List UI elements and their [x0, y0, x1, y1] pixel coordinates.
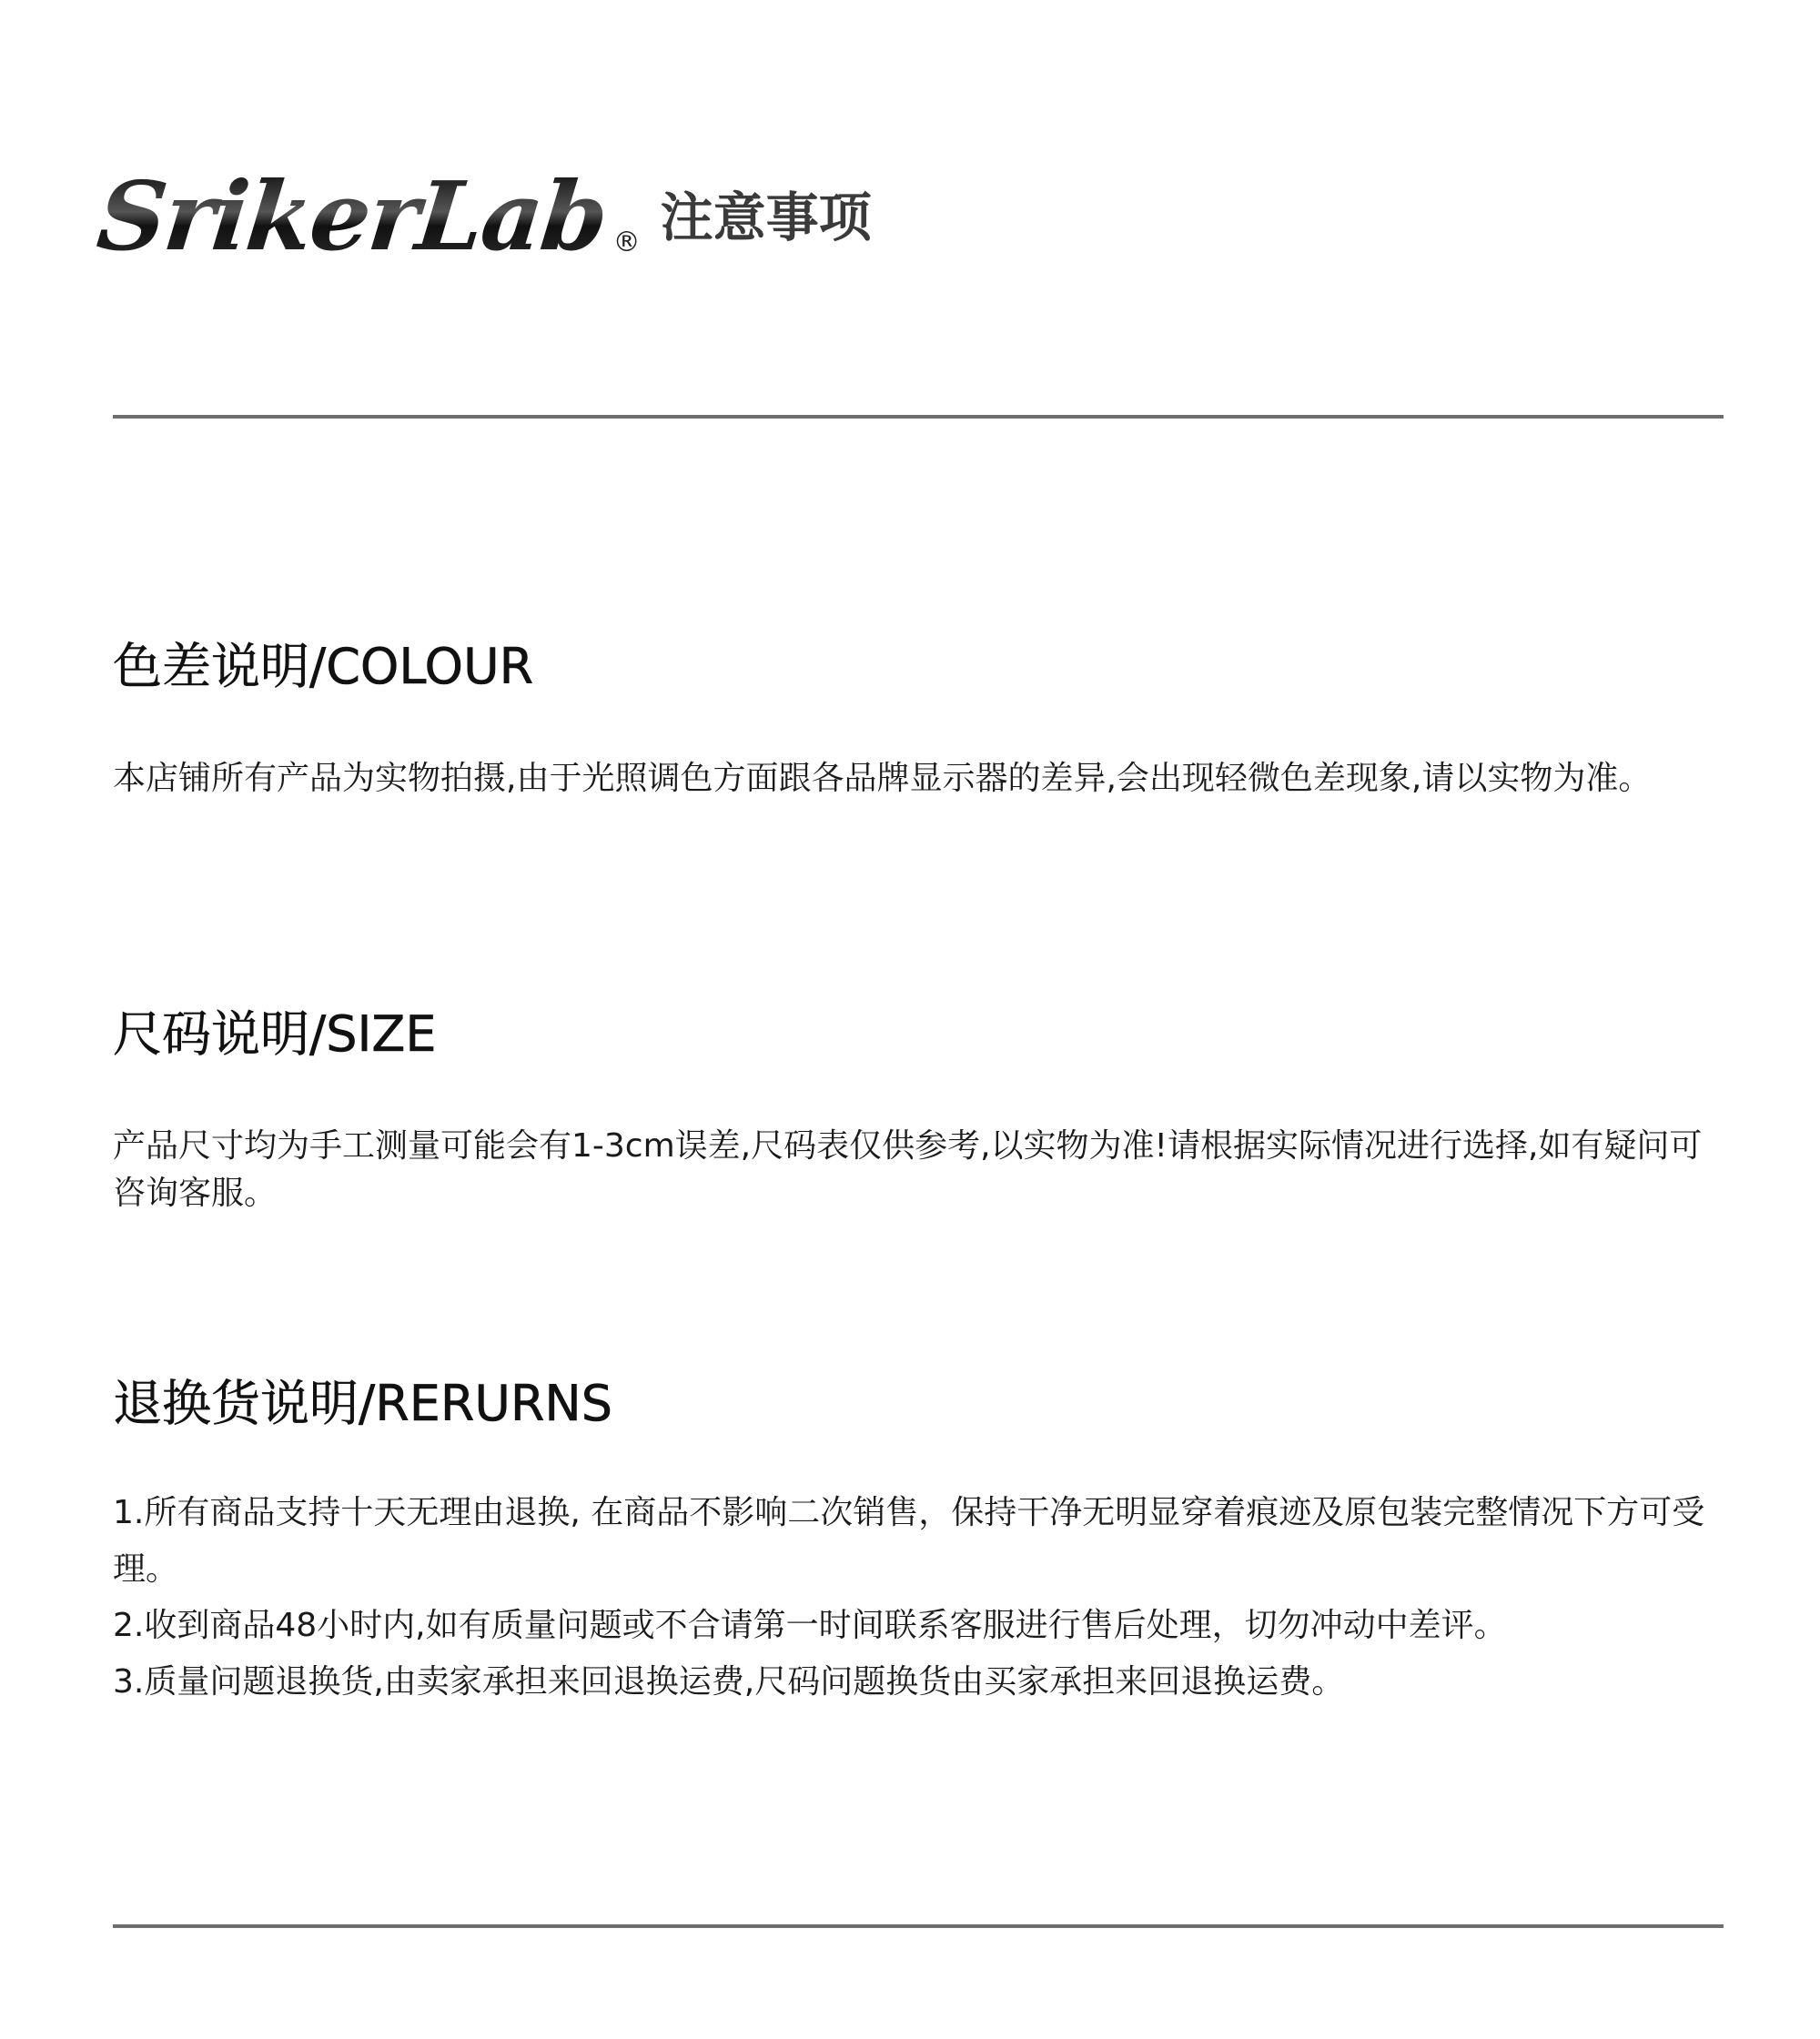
- registered-mark: ®: [612, 227, 641, 258]
- returns-heading: 退换货说明/RERURNS: [113, 1375, 613, 1432]
- returns-list: [113, 1485, 1724, 1711]
- page-title: 注意事项: [660, 187, 872, 248]
- colour-text: 本店铺所有产品为实物拍摄,由于光照调色方面跟各品牌显示器的差异,会出现轻微色差现象,请以实物为准。: [113, 760, 1652, 797]
- size-text: 产品尺寸均为手工测量可能会有1-3cm误差,尺码表仅供参考,以实物为准!请根据实际情况进行选择,如有疑问可咨询客服。: [113, 1127, 1703, 1212]
- top-divider: [113, 415, 1724, 419]
- returns-section: [113, 1375, 1724, 1711]
- size-heading: 尺码说明/SIZE: [113, 1005, 437, 1063]
- bottom-divider: [113, 1924, 1724, 1928]
- size-section: [113, 1005, 1724, 1217]
- returns-item-3: 3.质量问题退换货,由卖家承担来回退换运费,尺码问题换货由买家承担来回退换运费。: [113, 1663, 1345, 1701]
- returns-item-2: 2.收到商品48小时内,如有质量问题或不合请第一时间联系客服进行售后处理，切勿冲动中差评。: [113, 1607, 1507, 1644]
- colour-section: [113, 638, 1724, 802]
- returns-item-1: 1.所有商品支持十天无理由退换, 在商品不影响二次销售，保持干净无明显穿着痕迹及原包装完整情况下方可受理。: [113, 1494, 1705, 1588]
- brand-logo: SrikerLab: [94, 169, 617, 264]
- page-header: [92, 146, 872, 272]
- colour-heading: 色差说明/COLOUR: [113, 638, 534, 695]
